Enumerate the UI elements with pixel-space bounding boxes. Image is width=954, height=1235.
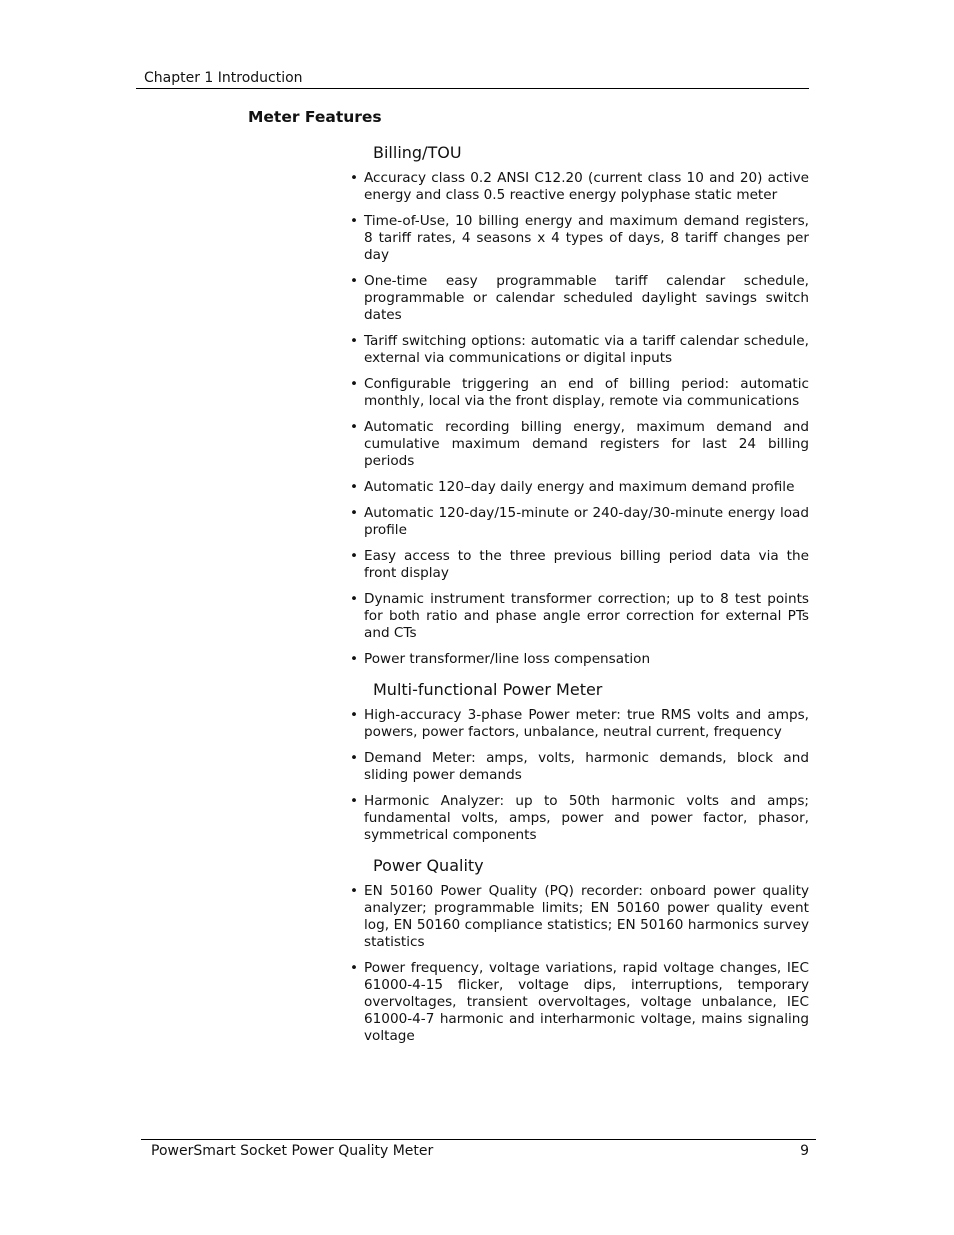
bullet-icon: • bbox=[350, 479, 359, 495]
bullet-icon: • bbox=[350, 548, 359, 564]
list-item bbox=[348, 170, 809, 204]
group-heading: Billing/TOU bbox=[373, 143, 462, 162]
list-item-text: Demand Meter: amps, volts, harmonic demands, block and sliding power demands bbox=[364, 750, 809, 783]
bullet-icon: • bbox=[350, 376, 359, 392]
list-item-text: Automatic recording billing energy, maximum demand and cumulative maximum demand registers for last 24 billing periods bbox=[364, 419, 809, 469]
bullet-icon: • bbox=[350, 213, 359, 229]
list-item-text: Dynamic instrument transformer correction; up to 8 test points for both ratio and phase angle error correction for external PTs and CTs bbox=[364, 591, 809, 641]
list-item bbox=[348, 591, 809, 642]
list-item-text: Automatic 120-day/15-minute or 240-day/30-minute energy load profile bbox=[364, 505, 809, 538]
list-item bbox=[348, 376, 809, 410]
feature-group-power-meter bbox=[348, 680, 809, 844]
list-item-text: One-time easy programmable tariff calendar schedule, programmable or calendar scheduled daylight savings switch dates bbox=[364, 273, 809, 323]
bullet-icon: • bbox=[350, 273, 359, 289]
bullet-icon: • bbox=[350, 419, 359, 435]
bullet-icon: • bbox=[350, 883, 359, 899]
features-content bbox=[348, 143, 809, 1057]
bullet-icon: • bbox=[350, 793, 359, 809]
list-item bbox=[348, 213, 809, 264]
group-heading: Power Quality bbox=[373, 856, 484, 875]
list-item-text: Harmonic Analyzer: up to 50th harmonic volts and amps; fundamental volts, amps, power and power factor, phasor, symmetrical components bbox=[364, 793, 809, 843]
list-item-text: Accuracy class 0.2 ANSI C12.20 (current class 10 and 20) active energy and class 0.5 reactive energy polyphase static meter bbox=[364, 170, 809, 203]
list-item bbox=[348, 479, 809, 496]
chapter-title: Chapter 1 Introduction bbox=[144, 70, 303, 86]
list-item-text: Time-of-Use, 10 billing energy and maximum demand registers, 8 tariff rates, 4 seasons x 4 types of days, 8 tariff changes per day bbox=[364, 213, 809, 263]
bullet-icon: • bbox=[350, 505, 359, 521]
list-item bbox=[348, 793, 809, 844]
feature-list bbox=[348, 170, 809, 668]
list-item-text: Configurable triggering an end of billing period: automatic monthly, local via the front display, remote via communications bbox=[364, 376, 809, 409]
page-number: 9 bbox=[800, 1143, 809, 1159]
list-item-text: EN 50160 Power Quality (PQ) recorder: onboard power quality analyzer; programmable limits; EN 50160 power quality event log, EN 50160 compliance statistics; EN 50160 harmonics survey statistics bbox=[364, 883, 809, 950]
feature-group-billing bbox=[348, 143, 809, 668]
list-item bbox=[348, 750, 809, 784]
bullet-icon: • bbox=[350, 333, 359, 349]
list-item bbox=[348, 548, 809, 582]
list-item bbox=[348, 505, 809, 539]
list-item bbox=[348, 273, 809, 324]
group-heading: Multi-functional Power Meter bbox=[373, 680, 603, 699]
page-header bbox=[136, 70, 809, 89]
feature-list bbox=[348, 883, 809, 1045]
list-item bbox=[348, 960, 809, 1045]
list-item bbox=[348, 333, 809, 367]
list-item-text: Power transformer/line loss compensation bbox=[364, 651, 651, 667]
bullet-icon: • bbox=[350, 651, 359, 667]
list-item-text: Power frequency, voltage variations, rapid voltage changes, IEC 61000-4-15 flicker, voltage dips, interruptions, temporary overvoltages, transient overvoltages, voltage unbalance, IEC 61000-4-7 harmonic and interharmonic voltage, mains signaling voltage bbox=[364, 960, 809, 1044]
page-footer bbox=[141, 1139, 816, 1162]
feature-group-power-quality bbox=[348, 856, 809, 1045]
list-item-text: Automatic 120–day daily energy and maximum demand profile bbox=[364, 479, 795, 495]
list-item bbox=[348, 883, 809, 951]
list-item-text: Tariff switching options: automatic via a tariff calendar schedule, external via communications or digital inputs bbox=[364, 333, 809, 366]
feature-list bbox=[348, 707, 809, 844]
document-title: PowerSmart Socket Power Quality Meter bbox=[151, 1143, 434, 1159]
bullet-icon: • bbox=[350, 591, 359, 607]
list-item bbox=[348, 707, 809, 741]
list-item-text: Easy access to the three previous billing period data via the front display bbox=[364, 548, 809, 581]
list-item-text: High-accuracy 3-phase Power meter: true RMS volts and amps, powers, power factors, unbalance, neutral current, frequency bbox=[364, 707, 809, 740]
bullet-icon: • bbox=[350, 170, 359, 186]
bullet-icon: • bbox=[350, 707, 359, 723]
list-item bbox=[348, 419, 809, 470]
list-item bbox=[348, 651, 809, 668]
section-title: Meter Features bbox=[248, 108, 382, 126]
bullet-icon: • bbox=[350, 750, 359, 766]
bullet-icon: • bbox=[350, 960, 359, 976]
